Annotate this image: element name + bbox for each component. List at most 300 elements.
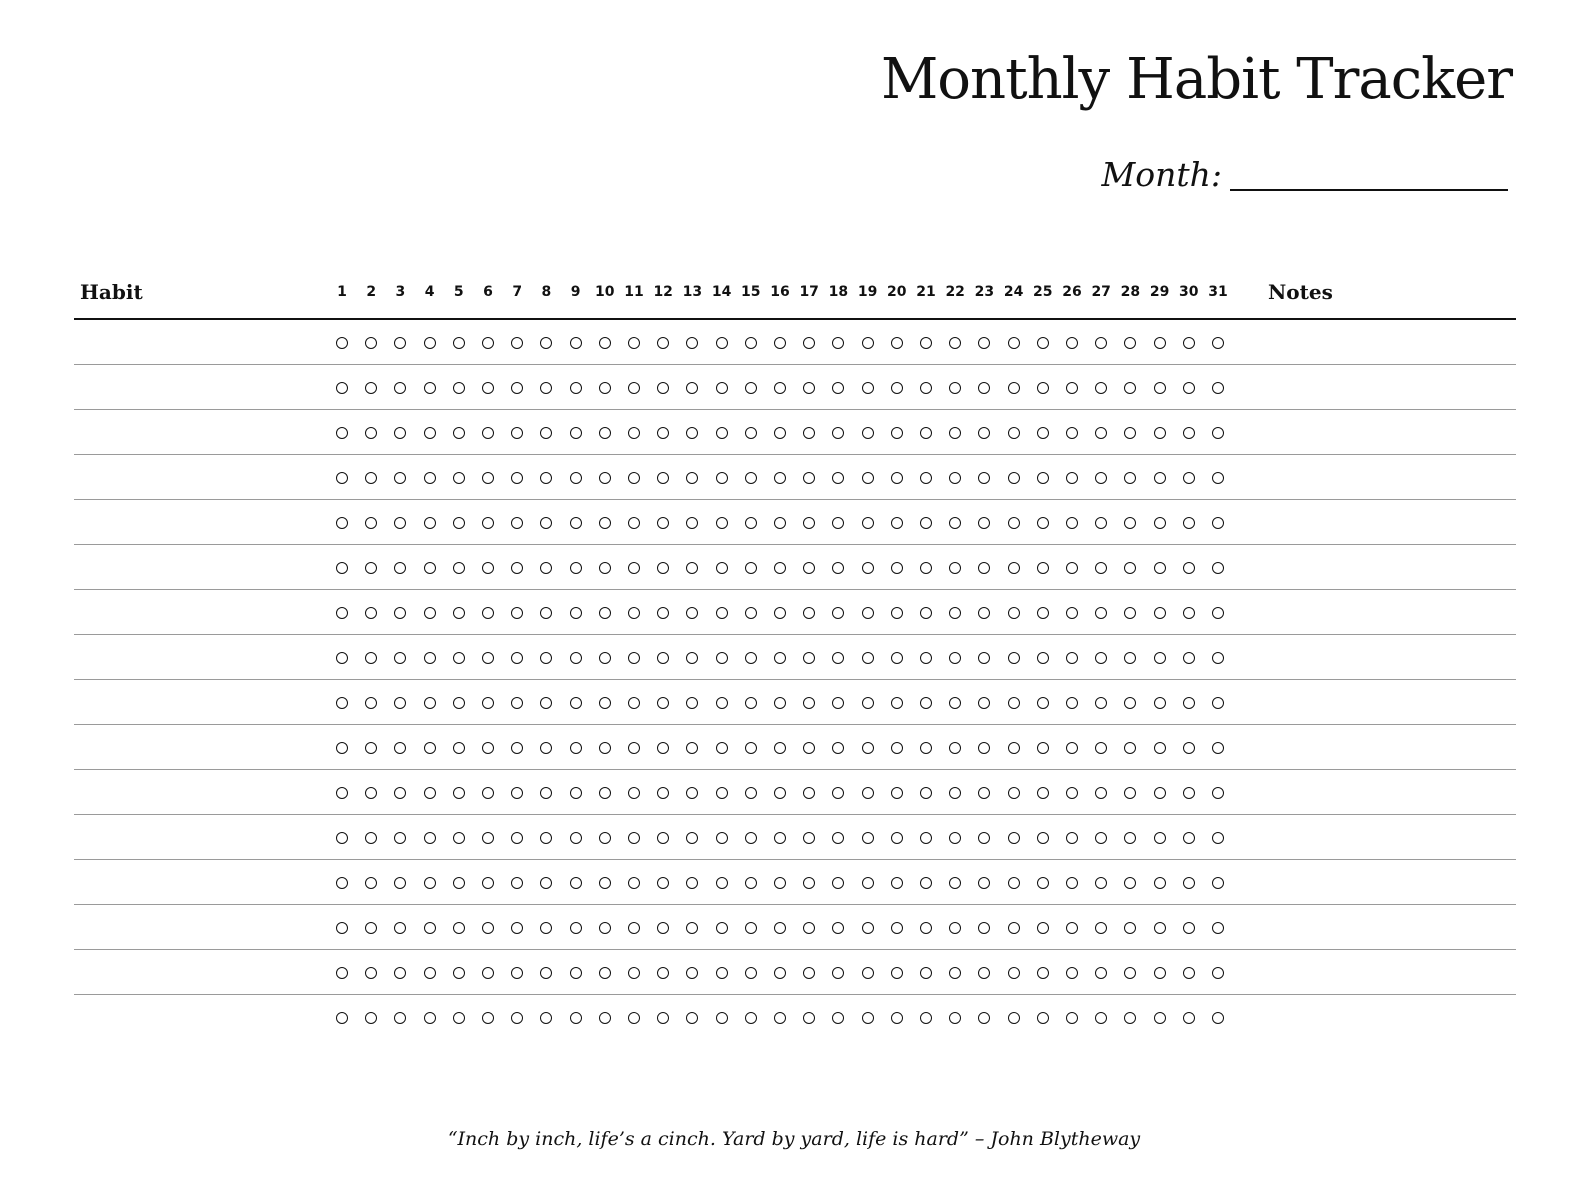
day-checkbox-19[interactable] — [862, 742, 874, 754]
day-checkbox-5[interactable] — [453, 742, 465, 754]
day-checkbox-1[interactable] — [336, 472, 348, 484]
day-checkbox-11[interactable] — [628, 517, 640, 529]
day-checkbox-31[interactable] — [1212, 832, 1224, 844]
day-checkbox-23[interactable] — [978, 562, 990, 574]
day-checkbox-22[interactable] — [949, 382, 961, 394]
day-checkbox-28[interactable] — [1124, 787, 1136, 799]
day-checkbox-6[interactable] — [482, 472, 494, 484]
day-checkbox-9[interactable] — [570, 877, 582, 889]
day-checkbox-4[interactable] — [424, 742, 436, 754]
day-checkbox-23[interactable] — [978, 607, 990, 619]
day-checkbox-17[interactable] — [803, 877, 815, 889]
day-checkbox-16[interactable] — [774, 562, 786, 574]
day-checkbox-29[interactable] — [1154, 562, 1166, 574]
day-checkbox-31[interactable] — [1212, 697, 1224, 709]
day-checkbox-30[interactable] — [1183, 877, 1195, 889]
day-checkbox-15[interactable] — [745, 1012, 757, 1024]
day-checkbox-16[interactable] — [774, 967, 786, 979]
day-checkbox-17[interactable] — [803, 967, 815, 979]
day-checkbox-15[interactable] — [745, 337, 757, 349]
notes-field[interactable] — [1264, 418, 1508, 448]
day-checkbox-29[interactable] — [1154, 427, 1166, 439]
day-checkbox-31[interactable] — [1212, 382, 1224, 394]
day-checkbox-23[interactable] — [978, 1012, 990, 1024]
day-checkbox-9[interactable] — [570, 652, 582, 664]
day-checkbox-22[interactable] — [949, 562, 961, 574]
day-checkbox-10[interactable] — [599, 382, 611, 394]
day-checkbox-21[interactable] — [920, 832, 932, 844]
day-checkbox-14[interactable] — [716, 427, 728, 439]
day-checkbox-31[interactable] — [1212, 1012, 1224, 1024]
day-checkbox-18[interactable] — [832, 787, 844, 799]
day-checkbox-25[interactable] — [1037, 517, 1049, 529]
day-checkbox-28[interactable] — [1124, 472, 1136, 484]
day-checkbox-22[interactable] — [949, 607, 961, 619]
day-checkbox-1[interactable] — [336, 1012, 348, 1024]
day-checkbox-2[interactable] — [365, 427, 377, 439]
day-checkbox-21[interactable] — [920, 472, 932, 484]
day-checkbox-3[interactable] — [394, 787, 406, 799]
day-checkbox-6[interactable] — [482, 652, 494, 664]
habit-name-field[interactable] — [78, 373, 332, 403]
day-checkbox-19[interactable] — [862, 427, 874, 439]
day-checkbox-27[interactable] — [1095, 922, 1107, 934]
day-checkbox-24[interactable] — [1008, 607, 1020, 619]
day-checkbox-19[interactable] — [862, 562, 874, 574]
day-checkbox-19[interactable] — [862, 922, 874, 934]
day-checkbox-17[interactable] — [803, 427, 815, 439]
day-checkbox-15[interactable] — [745, 742, 757, 754]
day-checkbox-20[interactable] — [891, 1012, 903, 1024]
day-checkbox-13[interactable] — [686, 427, 698, 439]
day-checkbox-12[interactable] — [657, 517, 669, 529]
day-checkbox-28[interactable] — [1124, 967, 1136, 979]
day-checkbox-28[interactable] — [1124, 382, 1136, 394]
day-checkbox-18[interactable] — [832, 652, 844, 664]
day-checkbox-7[interactable] — [511, 1012, 523, 1024]
day-checkbox-13[interactable] — [686, 562, 698, 574]
day-checkbox-16[interactable] — [774, 832, 786, 844]
day-checkbox-22[interactable] — [949, 967, 961, 979]
day-checkbox-8[interactable] — [540, 697, 552, 709]
day-checkbox-23[interactable] — [978, 472, 990, 484]
day-checkbox-30[interactable] — [1183, 742, 1195, 754]
day-checkbox-24[interactable] — [1008, 382, 1020, 394]
day-checkbox-8[interactable] — [540, 562, 552, 574]
day-checkbox-24[interactable] — [1008, 697, 1020, 709]
day-checkbox-11[interactable] — [628, 337, 640, 349]
day-checkbox-14[interactable] — [716, 877, 728, 889]
day-checkbox-21[interactable] — [920, 697, 932, 709]
day-checkbox-1[interactable] — [336, 652, 348, 664]
day-checkbox-5[interactable] — [453, 967, 465, 979]
day-checkbox-11[interactable] — [628, 742, 640, 754]
day-checkbox-26[interactable] — [1066, 382, 1078, 394]
day-checkbox-7[interactable] — [511, 742, 523, 754]
day-checkbox-31[interactable] — [1212, 562, 1224, 574]
notes-field[interactable] — [1264, 913, 1508, 943]
day-checkbox-29[interactable] — [1154, 652, 1166, 664]
day-checkbox-1[interactable] — [336, 607, 348, 619]
day-checkbox-12[interactable] — [657, 607, 669, 619]
day-checkbox-18[interactable] — [832, 382, 844, 394]
day-checkbox-9[interactable] — [570, 787, 582, 799]
day-checkbox-16[interactable] — [774, 382, 786, 394]
day-checkbox-11[interactable] — [628, 472, 640, 484]
day-checkbox-4[interactable] — [424, 922, 436, 934]
day-checkbox-2[interactable] — [365, 877, 377, 889]
day-checkbox-25[interactable] — [1037, 787, 1049, 799]
day-checkbox-6[interactable] — [482, 427, 494, 439]
day-checkbox-3[interactable] — [394, 652, 406, 664]
day-checkbox-26[interactable] — [1066, 562, 1078, 574]
day-checkbox-20[interactable] — [891, 562, 903, 574]
day-checkbox-10[interactable] — [599, 742, 611, 754]
day-checkbox-3[interactable] — [394, 877, 406, 889]
day-checkbox-12[interactable] — [657, 337, 669, 349]
day-checkbox-16[interactable] — [774, 607, 786, 619]
habit-name-field[interactable] — [78, 508, 332, 538]
day-checkbox-2[interactable] — [365, 832, 377, 844]
day-checkbox-12[interactable] — [657, 427, 669, 439]
day-checkbox-21[interactable] — [920, 967, 932, 979]
day-checkbox-10[interactable] — [599, 472, 611, 484]
day-checkbox-5[interactable] — [453, 472, 465, 484]
day-checkbox-30[interactable] — [1183, 427, 1195, 439]
day-checkbox-20[interactable] — [891, 787, 903, 799]
day-checkbox-14[interactable] — [716, 652, 728, 664]
day-checkbox-28[interactable] — [1124, 832, 1136, 844]
day-checkbox-18[interactable] — [832, 337, 844, 349]
day-checkbox-29[interactable] — [1154, 607, 1166, 619]
day-checkbox-6[interactable] — [482, 562, 494, 574]
day-checkbox-2[interactable] — [365, 382, 377, 394]
day-checkbox-20[interactable] — [891, 877, 903, 889]
day-checkbox-3[interactable] — [394, 832, 406, 844]
day-checkbox-13[interactable] — [686, 1012, 698, 1024]
day-checkbox-9[interactable] — [570, 1012, 582, 1024]
day-checkbox-27[interactable] — [1095, 967, 1107, 979]
day-checkbox-12[interactable] — [657, 382, 669, 394]
day-checkbox-18[interactable] — [832, 427, 844, 439]
day-checkbox-29[interactable] — [1154, 1012, 1166, 1024]
day-checkbox-2[interactable] — [365, 517, 377, 529]
day-checkbox-14[interactable] — [716, 562, 728, 574]
day-checkbox-1[interactable] — [336, 877, 348, 889]
day-checkbox-24[interactable] — [1008, 922, 1020, 934]
day-checkbox-24[interactable] — [1008, 562, 1020, 574]
day-checkbox-28[interactable] — [1124, 427, 1136, 439]
day-checkbox-28[interactable] — [1124, 742, 1136, 754]
day-checkbox-5[interactable] — [453, 607, 465, 619]
day-checkbox-5[interactable] — [453, 517, 465, 529]
day-checkbox-21[interactable] — [920, 1012, 932, 1024]
day-checkbox-1[interactable] — [336, 562, 348, 574]
day-checkbox-10[interactable] — [599, 562, 611, 574]
day-checkbox-27[interactable] — [1095, 382, 1107, 394]
day-checkbox-27[interactable] — [1095, 337, 1107, 349]
day-checkbox-24[interactable] — [1008, 787, 1020, 799]
day-checkbox-3[interactable] — [394, 427, 406, 439]
day-checkbox-3[interactable] — [394, 562, 406, 574]
day-checkbox-10[interactable] — [599, 427, 611, 439]
day-checkbox-1[interactable] — [336, 967, 348, 979]
day-checkbox-18[interactable] — [832, 877, 844, 889]
day-checkbox-16[interactable] — [774, 1012, 786, 1024]
day-checkbox-9[interactable] — [570, 832, 582, 844]
notes-field[interactable] — [1264, 508, 1508, 538]
day-checkbox-7[interactable] — [511, 652, 523, 664]
day-checkbox-20[interactable] — [891, 607, 903, 619]
day-checkbox-30[interactable] — [1183, 832, 1195, 844]
day-checkbox-20[interactable] — [891, 742, 903, 754]
day-checkbox-19[interactable] — [862, 517, 874, 529]
day-checkbox-9[interactable] — [570, 697, 582, 709]
day-checkbox-21[interactable] — [920, 517, 932, 529]
day-checkbox-8[interactable] — [540, 337, 552, 349]
month-field[interactable] — [1230, 159, 1508, 191]
day-checkbox-26[interactable] — [1066, 1012, 1078, 1024]
day-checkbox-25[interactable] — [1037, 427, 1049, 439]
day-checkbox-18[interactable] — [832, 562, 844, 574]
day-checkbox-28[interactable] — [1124, 877, 1136, 889]
day-checkbox-27[interactable] — [1095, 472, 1107, 484]
day-checkbox-6[interactable] — [482, 607, 494, 619]
day-checkbox-22[interactable] — [949, 787, 961, 799]
day-checkbox-16[interactable] — [774, 652, 786, 664]
day-checkbox-2[interactable] — [365, 337, 377, 349]
day-checkbox-12[interactable] — [657, 877, 669, 889]
day-checkbox-15[interactable] — [745, 517, 757, 529]
day-checkbox-16[interactable] — [774, 877, 786, 889]
day-checkbox-28[interactable] — [1124, 562, 1136, 574]
day-checkbox-19[interactable] — [862, 607, 874, 619]
day-checkbox-30[interactable] — [1183, 787, 1195, 799]
day-checkbox-11[interactable] — [628, 877, 640, 889]
day-checkbox-4[interactable] — [424, 967, 436, 979]
day-checkbox-21[interactable] — [920, 787, 932, 799]
day-checkbox-15[interactable] — [745, 832, 757, 844]
day-checkbox-23[interactable] — [978, 787, 990, 799]
day-checkbox-11[interactable] — [628, 922, 640, 934]
day-checkbox-29[interactable] — [1154, 382, 1166, 394]
day-checkbox-19[interactable] — [862, 337, 874, 349]
day-checkbox-23[interactable] — [978, 922, 990, 934]
day-checkbox-20[interactable] — [891, 337, 903, 349]
day-checkbox-1[interactable] — [336, 382, 348, 394]
day-checkbox-2[interactable] — [365, 562, 377, 574]
day-checkbox-11[interactable] — [628, 652, 640, 664]
day-checkbox-5[interactable] — [453, 787, 465, 799]
day-checkbox-8[interactable] — [540, 832, 552, 844]
day-checkbox-27[interactable] — [1095, 832, 1107, 844]
day-checkbox-25[interactable] — [1037, 832, 1049, 844]
day-checkbox-25[interactable] — [1037, 1012, 1049, 1024]
day-checkbox-15[interactable] — [745, 922, 757, 934]
day-checkbox-14[interactable] — [716, 787, 728, 799]
habit-name-field[interactable] — [78, 868, 332, 898]
day-checkbox-12[interactable] — [657, 832, 669, 844]
day-checkbox-10[interactable] — [599, 922, 611, 934]
day-checkbox-8[interactable] — [540, 922, 552, 934]
day-checkbox-3[interactable] — [394, 472, 406, 484]
day-checkbox-13[interactable] — [686, 382, 698, 394]
day-checkbox-15[interactable] — [745, 472, 757, 484]
day-checkbox-7[interactable] — [511, 472, 523, 484]
day-checkbox-25[interactable] — [1037, 877, 1049, 889]
day-checkbox-24[interactable] — [1008, 967, 1020, 979]
day-checkbox-8[interactable] — [540, 607, 552, 619]
day-checkbox-23[interactable] — [978, 652, 990, 664]
day-checkbox-4[interactable] — [424, 832, 436, 844]
day-checkbox-21[interactable] — [920, 607, 932, 619]
day-checkbox-18[interactable] — [832, 832, 844, 844]
day-checkbox-5[interactable] — [453, 832, 465, 844]
day-checkbox-1[interactable] — [336, 697, 348, 709]
day-checkbox-10[interactable] — [599, 337, 611, 349]
day-checkbox-3[interactable] — [394, 382, 406, 394]
day-checkbox-14[interactable] — [716, 697, 728, 709]
day-checkbox-7[interactable] — [511, 832, 523, 844]
day-checkbox-13[interactable] — [686, 607, 698, 619]
day-checkbox-7[interactable] — [511, 427, 523, 439]
day-checkbox-21[interactable] — [920, 427, 932, 439]
day-checkbox-20[interactable] — [891, 472, 903, 484]
day-checkbox-6[interactable] — [482, 337, 494, 349]
day-checkbox-21[interactable] — [920, 562, 932, 574]
day-checkbox-1[interactable] — [336, 337, 348, 349]
day-checkbox-2[interactable] — [365, 472, 377, 484]
day-checkbox-6[interactable] — [482, 1012, 494, 1024]
day-checkbox-3[interactable] — [394, 922, 406, 934]
day-checkbox-5[interactable] — [453, 427, 465, 439]
day-checkbox-8[interactable] — [540, 967, 552, 979]
day-checkbox-4[interactable] — [424, 877, 436, 889]
day-checkbox-25[interactable] — [1037, 562, 1049, 574]
day-checkbox-13[interactable] — [686, 652, 698, 664]
day-checkbox-22[interactable] — [949, 697, 961, 709]
day-checkbox-23[interactable] — [978, 832, 990, 844]
day-checkbox-11[interactable] — [628, 967, 640, 979]
day-checkbox-16[interactable] — [774, 517, 786, 529]
day-checkbox-7[interactable] — [511, 922, 523, 934]
day-checkbox-15[interactable] — [745, 562, 757, 574]
day-checkbox-10[interactable] — [599, 787, 611, 799]
day-checkbox-28[interactable] — [1124, 697, 1136, 709]
day-checkbox-10[interactable] — [599, 967, 611, 979]
day-checkbox-13[interactable] — [686, 877, 698, 889]
day-checkbox-3[interactable] — [394, 1012, 406, 1024]
day-checkbox-6[interactable] — [482, 967, 494, 979]
day-checkbox-18[interactable] — [832, 742, 844, 754]
day-checkbox-27[interactable] — [1095, 787, 1107, 799]
day-checkbox-29[interactable] — [1154, 742, 1166, 754]
day-checkbox-6[interactable] — [482, 922, 494, 934]
day-checkbox-26[interactable] — [1066, 652, 1078, 664]
day-checkbox-23[interactable] — [978, 382, 990, 394]
day-checkbox-27[interactable] — [1095, 742, 1107, 754]
notes-field[interactable] — [1264, 553, 1508, 583]
day-checkbox-4[interactable] — [424, 382, 436, 394]
day-checkbox-8[interactable] — [540, 1012, 552, 1024]
day-checkbox-31[interactable] — [1212, 742, 1224, 754]
day-checkbox-31[interactable] — [1212, 517, 1224, 529]
day-checkbox-24[interactable] — [1008, 337, 1020, 349]
day-checkbox-8[interactable] — [540, 517, 552, 529]
day-checkbox-17[interactable] — [803, 472, 815, 484]
day-checkbox-7[interactable] — [511, 787, 523, 799]
day-checkbox-2[interactable] — [365, 607, 377, 619]
day-checkbox-20[interactable] — [891, 922, 903, 934]
day-checkbox-3[interactable] — [394, 337, 406, 349]
day-checkbox-20[interactable] — [891, 517, 903, 529]
day-checkbox-6[interactable] — [482, 742, 494, 754]
day-checkbox-24[interactable] — [1008, 472, 1020, 484]
day-checkbox-5[interactable] — [453, 1012, 465, 1024]
day-checkbox-13[interactable] — [686, 787, 698, 799]
day-checkbox-22[interactable] — [949, 517, 961, 529]
day-checkbox-24[interactable] — [1008, 427, 1020, 439]
day-checkbox-3[interactable] — [394, 697, 406, 709]
day-checkbox-17[interactable] — [803, 697, 815, 709]
day-checkbox-30[interactable] — [1183, 517, 1195, 529]
day-checkbox-4[interactable] — [424, 562, 436, 574]
day-checkbox-13[interactable] — [686, 967, 698, 979]
day-checkbox-31[interactable] — [1212, 652, 1224, 664]
day-checkbox-2[interactable] — [365, 922, 377, 934]
day-checkbox-28[interactable] — [1124, 1012, 1136, 1024]
day-checkbox-31[interactable] — [1212, 337, 1224, 349]
day-checkbox-4[interactable] — [424, 472, 436, 484]
day-checkbox-20[interactable] — [891, 382, 903, 394]
day-checkbox-18[interactable] — [832, 967, 844, 979]
day-checkbox-16[interactable] — [774, 427, 786, 439]
day-checkbox-2[interactable] — [365, 652, 377, 664]
day-checkbox-24[interactable] — [1008, 652, 1020, 664]
day-checkbox-8[interactable] — [540, 472, 552, 484]
day-checkbox-7[interactable] — [511, 697, 523, 709]
habit-name-field[interactable] — [78, 553, 332, 583]
day-checkbox-30[interactable] — [1183, 562, 1195, 574]
day-checkbox-26[interactable] — [1066, 607, 1078, 619]
day-checkbox-14[interactable] — [716, 742, 728, 754]
day-checkbox-10[interactable] — [599, 832, 611, 844]
habit-name-field[interactable] — [78, 688, 332, 718]
day-checkbox-29[interactable] — [1154, 832, 1166, 844]
day-checkbox-2[interactable] — [365, 967, 377, 979]
day-checkbox-16[interactable] — [774, 787, 786, 799]
day-checkbox-19[interactable] — [862, 832, 874, 844]
day-checkbox-23[interactable] — [978, 697, 990, 709]
day-checkbox-22[interactable] — [949, 652, 961, 664]
day-checkbox-19[interactable] — [862, 1012, 874, 1024]
day-checkbox-3[interactable] — [394, 742, 406, 754]
day-checkbox-26[interactable] — [1066, 832, 1078, 844]
day-checkbox-27[interactable] — [1095, 427, 1107, 439]
notes-field[interactable] — [1264, 778, 1508, 808]
day-checkbox-26[interactable] — [1066, 742, 1078, 754]
day-checkbox-24[interactable] — [1008, 517, 1020, 529]
day-checkbox-27[interactable] — [1095, 652, 1107, 664]
day-checkbox-1[interactable] — [336, 787, 348, 799]
day-checkbox-13[interactable] — [686, 697, 698, 709]
day-checkbox-9[interactable] — [570, 427, 582, 439]
day-checkbox-17[interactable] — [803, 922, 815, 934]
day-checkbox-25[interactable] — [1037, 742, 1049, 754]
day-checkbox-5[interactable] — [453, 697, 465, 709]
day-checkbox-14[interactable] — [716, 517, 728, 529]
day-checkbox-29[interactable] — [1154, 877, 1166, 889]
